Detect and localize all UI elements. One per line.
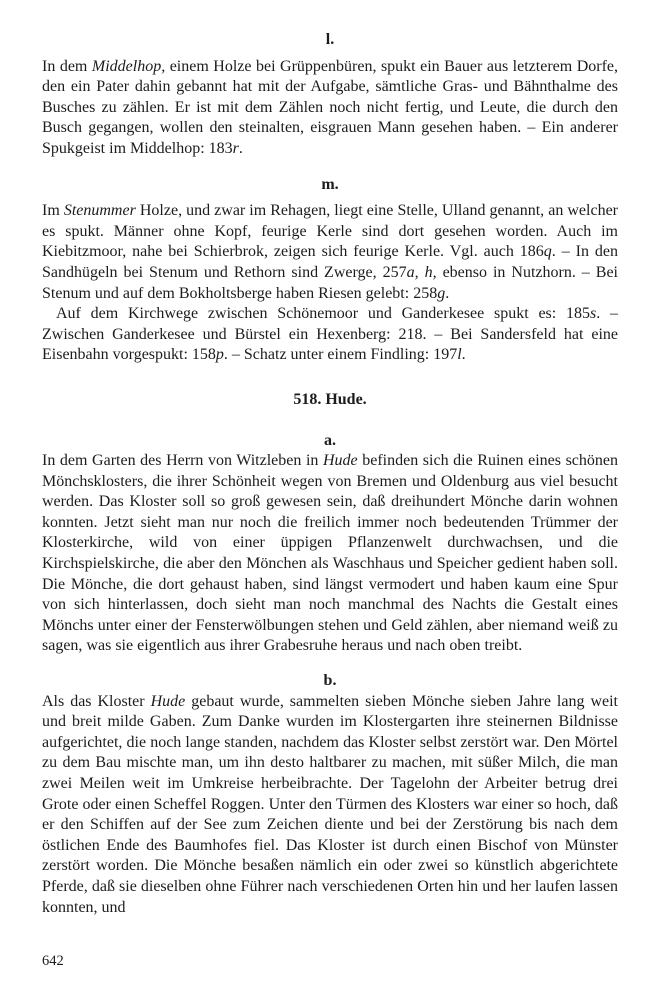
paragraph-section-l: In dem Middelhop, einem Holze bei Grüppenbüren, spukt ein Bauer aus letzterem Dorfe, den ein Pater dahin gebannt hat mit der Aufgabe, sämtliche Gras- und Bähnthalme des Busches zu zählen. Er ist mit dem Zählen noch nicht fertig, und Leute, die durch den Busch gegangen, wollen den steinalten, eisgrauen Mann gesehen haben. – Ein anderer Spukgeist im Middelhop: 183r. [42, 57, 618, 157]
chapter-heading-hude: 518. Hude. [293, 390, 367, 408]
paragraph-section-m-2: Auf dem Kirchwege zwischen Schönemoor und Ganderkesee spukt es: 185s. – Zwischen Ganderkesee und Bürstel ein Hexenberg: 218. – Bei Sandersfeld hat eine Eisenbahn vorgespukt: 158p. – Schatz unter einem Findling: 197l. [42, 305, 619, 364]
paragraph-section-b: Als das Kloster Hude gebaut wurde, sammelten sieben Mönche sieben Jahre lang weit und breit milde Gaben. Zum Danke wurden im Klostergarten ihre steinernen Bildnisse aufgerichtet, die noch lange standen, nachdem das Kloster selbst zerstört war. Den Mörtel zu dem Bau mischte man, um ihn desto haltbarer zu machen, mit süßer Milch, die man zwei Meilen weit im Umkreise herbeibrachte. Der Tagelohn der Arbeiter betrug drei Grote oder einen Scheffel Roggen. Unter den Türmen des Klosters war einer so hoch, daß er den Schiffen auf der See zum Zeichen diente und bei der Zerstörung bis nach dem östlichen Ende des Baumhofes fiel. Das Kloster ist durch einen Bischof von Münster zerstört worden. Die Mönche besaßen nämlich ein oder zwei so künstlich abgerichtete Pferde, daß sie dieselben ohne Führer nach verschiedenen Orten hin und her laufen lassen konnten, und [42, 692, 619, 916]
section-heading-a: a. [324, 431, 336, 449]
section-heading-l: l. [325, 31, 335, 48]
page-number: 642 [42, 953, 64, 969]
paragraph-section-a: In dem Garten des Herrn von Witzleben in Hude befinden sich die Ruinen eines schönen Mönchsklosters, die ihrer Schönheit wegen von Bremen und Oldenburg aus viel besucht werden. Das Kloster soll so groß gewesen sein, daß dreihundert Mönche darin wohnen konnten. Jetzt sieht man nur noch die freilich immer noch bedeutenden Trümmer der Klosterkirche, wild von einer üppigen Pflanzenwelt durchwachsen, und die Kirchspielskirche, die aber den Mönchen als Waschhaus und Speicher gedient haben soll. Die Mönche, die dort gehaust haben, sind längst vermodert und haben kaum eine Spur von sich hinterlassen, doch sieht man noch manchmal des Nachts die Gestalt eines Mönchs unter einer der Fensterwölbungen stehen und Geld zählen, aber niemand weiß zu sagen, was sie eigentlich aus ihrer Grabesruhe heraus und nach oben treibt. [42, 452, 618, 655]
section-heading-m: m. [321, 175, 339, 193]
section-heading-b: b. [323, 672, 337, 690]
paragraph-section-m-1: Im Stenummer Holze, und zwar im Rehagen, liegt eine Stelle, Ulland genannt, an welcher es spukt. Männer ohne Kopf, feurige Kerle sind dort gesehen worden. Auch im Kiebitzmoor, nahe bei Schierbrok, zeigen sich feurige Kerle. Vgl. auch 186q. – In den Sandhügeln bei Stenum und Rethorn sind Zwerge, 257a, h, ebenso in Nutzhorn. – Bei Stenum und auf dem Bokholtsberge haben Riesen gelebt: 258g. [42, 202, 619, 302]
